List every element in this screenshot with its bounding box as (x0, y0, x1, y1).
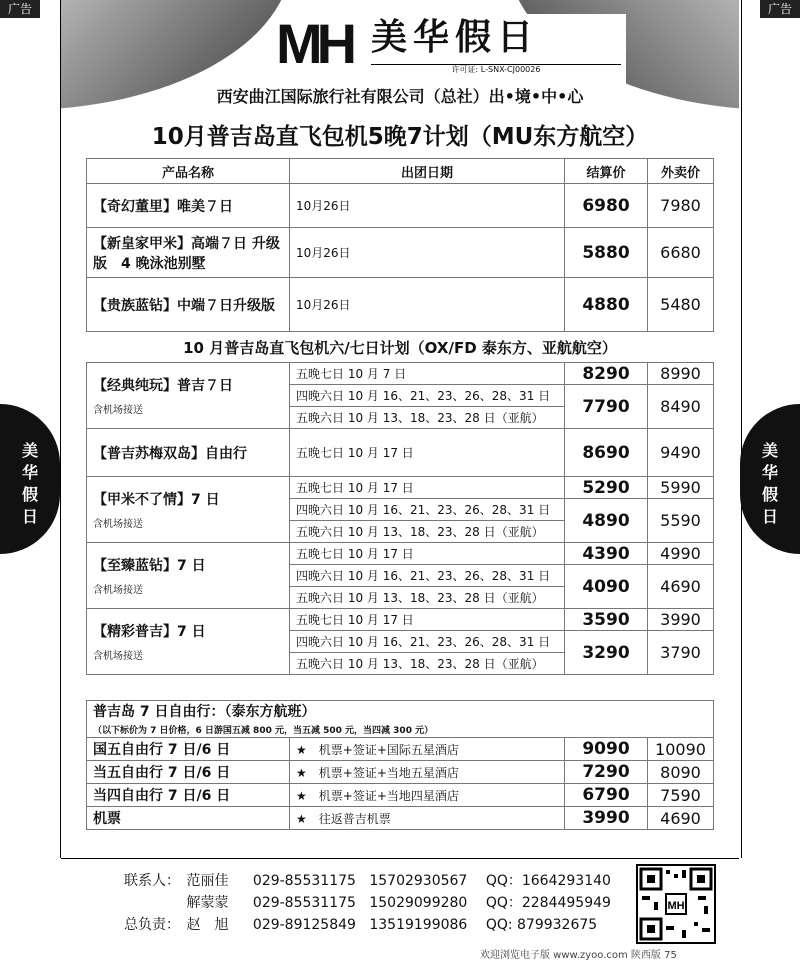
page-title: 10月普吉岛直飞包机5晚7计划（MU东方航空） (151, 124, 649, 150)
settle-price: 5880 (565, 228, 648, 278)
contact-row (124, 892, 611, 914)
depart-date: 四晚六日 10 月 16、21、23、26、28、31 日 (290, 385, 565, 407)
contact-tel: 029-85531175 (252, 895, 356, 911)
sell-price: 4690 (648, 565, 714, 609)
ad-tag-right: 广告 (760, 0, 800, 18)
depart-date: 10月26日 (290, 184, 565, 228)
product-desc: ★ 往返普吉机票 (290, 807, 565, 830)
depart-date: 五晚七日 10 月 17 日 (290, 609, 565, 631)
contact-name: 范丽佳 (186, 873, 229, 889)
col-header: 结算价 (565, 159, 648, 184)
contact-qq: QQ: 879932675 (485, 917, 598, 933)
product-note: 含机场接送 (93, 519, 143, 530)
table-ox-fd-charter (86, 362, 714, 675)
product-name: 【甲米不了情】7 日 (93, 492, 220, 508)
table-row (87, 543, 714, 565)
sell-price: 4690 (648, 807, 714, 830)
sell-price: 5480 (648, 278, 714, 332)
settle-price: 4090 (565, 565, 648, 609)
side-char: 华 (21, 463, 38, 482)
company-name: 西安曲江国际旅行社有限公司（总社）出•境•中•心 (216, 87, 584, 106)
sell-price: 8090 (648, 761, 714, 784)
contact-role: 联系人： (124, 873, 180, 889)
col-header: 出团日期 (290, 159, 565, 184)
sell-price: 3990 (648, 609, 714, 631)
contact-qq: QQ：2284495949 (485, 895, 611, 911)
table-row (87, 761, 714, 784)
product-note: 含机场接送 (93, 405, 143, 416)
side-char: 假 (21, 485, 38, 504)
sell-price: 4990 (648, 543, 714, 565)
side-char: 华 (761, 463, 778, 482)
contact-row (124, 914, 611, 936)
product-name: 【经典纯玩】普吉７日 (93, 378, 233, 394)
depart-date: 五晚六日 10 月 13、18、23、28 日（亚航） (290, 407, 565, 429)
table-row (87, 609, 714, 631)
settle-price: 7290 (565, 761, 648, 784)
divider (61, 858, 739, 859)
depart-date: 四晚六日 10 月 16、21、23、26、28、31 日 (290, 565, 565, 587)
product-desc: ★ 机票+签证+当地五星酒店 (290, 761, 565, 784)
sell-price: 3790 (648, 631, 714, 675)
contact-name: 解蒙蒙 (186, 895, 229, 911)
settle-price: 3990 (565, 807, 648, 830)
side-tab-left (0, 404, 60, 554)
col-header: 产品名称 (87, 159, 290, 184)
settle-price: 4890 (565, 499, 648, 543)
logo (276, 14, 626, 84)
product-name: 【贵族蓝钻】中端７日升级版 (87, 278, 290, 332)
sell-price: 7980 (648, 184, 714, 228)
logo-name: 美华假日 (371, 16, 540, 58)
product-cell (87, 363, 290, 429)
product-note: 含机场接送 (93, 585, 143, 596)
settle-price: 3590 (565, 609, 648, 631)
col-header: 外卖价 (648, 159, 714, 184)
depart-date: 10月26日 (290, 278, 565, 332)
sell-price: 5990 (648, 477, 714, 499)
table-row (87, 738, 714, 761)
table-row (87, 477, 714, 499)
contact-qq: QQ：1664293140 (485, 873, 611, 889)
settle-price: 4880 (565, 278, 648, 332)
settle-price: 8290 (565, 363, 648, 385)
settle-price: 8690 (565, 429, 648, 477)
header (61, 0, 739, 110)
side-tab-right (740, 404, 800, 554)
table-free-travel (86, 700, 714, 830)
contact-role: 总负责： (124, 917, 180, 933)
side-char: 美 (21, 441, 38, 460)
product-name: 【精彩普吉】7 日 (93, 624, 206, 640)
product-name: 【新皇家甲米】高端７日 升级版 4 晚泳池别墅 (87, 228, 290, 278)
table-row (87, 228, 714, 278)
settle-price: 6790 (565, 784, 648, 807)
contact-row (124, 870, 611, 892)
section-subtitle: 10 月普吉岛直飞包机六/七日计划（OX/FD 泰东方、亚航航空） (183, 339, 617, 357)
table-row (87, 278, 714, 332)
table-row (87, 184, 714, 228)
free-section-note: （以下标价为 7 日价格，6 日游国五减 800 元，当五减 500 元，当四减 300 元） (87, 721, 714, 738)
table-mu-charter (86, 158, 714, 332)
depart-date: 五晚七日 10 月 17 日 (290, 429, 565, 477)
settle-price: 5290 (565, 477, 648, 499)
side-char: 假 (761, 485, 778, 504)
settle-price: 9090 (565, 738, 648, 761)
sell-price: 5590 (648, 499, 714, 543)
product-desc: ★ 机票+签证+国际五星酒店 (290, 738, 565, 761)
sell-price: 9490 (648, 429, 714, 477)
contact-block (124, 870, 611, 936)
product-name: 当五自由行 7 日/6 日 (87, 761, 290, 784)
contact-mobile: 13519199086 (369, 917, 468, 933)
side-char: 日 (21, 507, 38, 526)
sell-price: 8990 (648, 363, 714, 385)
side-char: 日 (761, 507, 778, 526)
table-row (87, 363, 714, 385)
product-cell (87, 543, 290, 609)
license-text: 许可证: L-SNX-CJ00026 (371, 64, 621, 75)
contact-name: 赵 旭 (186, 917, 229, 933)
depart-date: 五晚六日 10 月 13、18、23、28 日（亚航） (290, 653, 565, 675)
svg-text:MH: MH (667, 900, 685, 912)
settle-price: 3290 (565, 631, 648, 675)
product-name: 【奇幻董里】唯美７日 (87, 184, 290, 228)
product-name: 当四自由行 7 日/6 日 (87, 784, 290, 807)
settle-price: 7790 (565, 385, 648, 429)
product-name: 【至臻蓝钻】7 日 (93, 558, 206, 574)
product-name: 机票 (87, 807, 290, 830)
depart-date: 五晚六日 10 月 13、18、23、28 日（亚航） (290, 587, 565, 609)
sell-price: 8490 (648, 385, 714, 429)
depart-date: 四晚六日 10 月 16、21、23、26、28、31 日 (290, 499, 565, 521)
contact-mobile: 15029099280 (369, 895, 468, 911)
settle-price: 4390 (565, 543, 648, 565)
table-row (87, 721, 714, 738)
sell-price: 6680 (648, 228, 714, 278)
logo-mark: MH (276, 12, 352, 75)
depart-date: 五晚七日 10 月 17 日 (290, 477, 565, 499)
qr-code-icon[interactable] (636, 864, 716, 944)
product-cell (87, 477, 290, 543)
depart-date: 五晚七日 10 月 7 日 (290, 363, 565, 385)
product-name: 国五自由行 7 日/6 日 (87, 738, 290, 761)
depart-date: 五晚七日 10 月 17 日 (290, 543, 565, 565)
sell-price: 10090 (648, 738, 714, 761)
product-desc: ★ 机票+签证+当地四星酒店 (290, 784, 565, 807)
free-section-title: 普吉岛 7 日自由行：（泰东方航班） (87, 701, 714, 722)
product-note: 含机场接送 (93, 651, 143, 662)
side-char: 美 (761, 441, 778, 460)
footer-text: 欢迎浏览电子版 www.zyoo.com 陕西版 75 (480, 950, 677, 961)
settle-price: 6980 (565, 184, 648, 228)
table-row (87, 807, 714, 830)
product-cell (87, 609, 290, 675)
ad-tag-left: 广告 (0, 0, 40, 18)
contact-tel: 029-89125849 (252, 917, 356, 933)
sell-price: 7590 (648, 784, 714, 807)
product-name: 【普吉苏梅双岛】自由行 (87, 429, 290, 477)
table-row (87, 701, 714, 722)
depart-date: 五晚六日 10 月 13、18、23、28 日（亚航） (290, 521, 565, 543)
table-row (87, 784, 714, 807)
table-row (87, 429, 714, 477)
depart-date: 10月26日 (290, 228, 565, 278)
contact-tel: 029-85531175 (252, 873, 356, 889)
depart-date: 四晚六日 10 月 16、21、23、26、28、31 日 (290, 631, 565, 653)
contact-mobile: 15702930567 (369, 873, 468, 889)
